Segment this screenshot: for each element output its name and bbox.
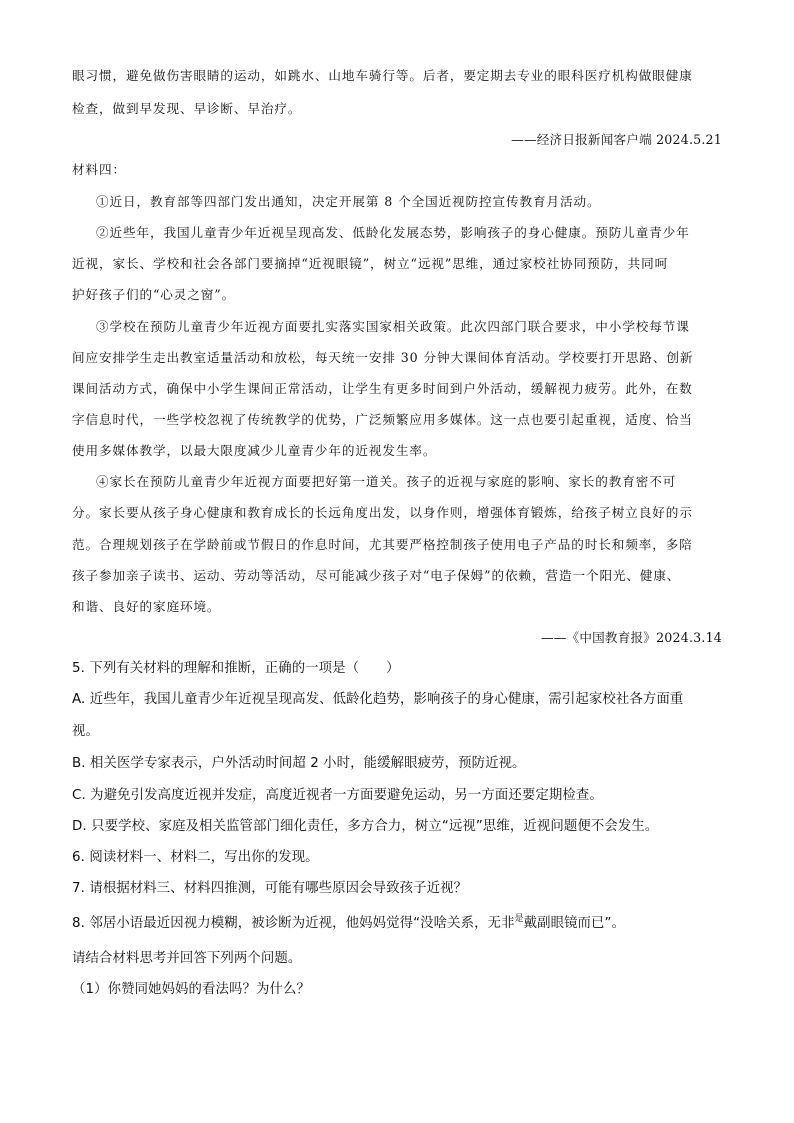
question-7: 7. 请根据材料三、材料四推测，可能有哪些原因会导致孩子近视？ bbox=[72, 881, 468, 896]
source-citation: ——经济日报新闻客户端 2024.5.21 bbox=[511, 132, 722, 147]
paragraph-line: ②近些年，我国儿童青少年近视呈现高发、低龄化发展态势，影响孩子的身心健康。预防儿童青少年 bbox=[96, 225, 690, 240]
question-6: 6. 阅读材料一、材料二，写出你的发现。 bbox=[72, 850, 319, 865]
paragraph-line: 检查，做到早发现、早诊断、早治疗。 bbox=[72, 101, 302, 116]
paragraph-line: 护好孩子们的“心灵之窗”。 bbox=[72, 287, 236, 302]
question-5: 5. 下列有关材料的理解和推断，正确的一项是（ ） bbox=[72, 661, 400, 676]
paragraph-line: 分。家长要从孩子身心健康和教育成长的长远角度出发，以身作则，增强体育锻炼，给孩子树立良好的示 bbox=[72, 505, 693, 520]
paragraph-line: 孩子参加亲子读书、运动、劳动等活动，尽可能减少孩子对“电子保姆”的依赖，营造一个阳光、健康、 bbox=[72, 568, 681, 583]
option-a-continued: 视。 bbox=[72, 724, 99, 739]
option-a: A. 近些年，我国儿童青少年近视呈现高发、低龄化趋势，影响孩子的身心健康，需引起家校社各方面重 bbox=[72, 692, 684, 707]
paragraph-line: 范。合理规划孩子在学龄前或节假日的作息时间，尤其要严格控制孩子使用电子产品的时长和频率，多陪 bbox=[72, 537, 693, 552]
option-c: C. 为避免引发高度近视并发症，高度近视者一方面要避免运动，另一方面还要定期检查。 bbox=[72, 788, 603, 803]
paragraph-line: 字信息时代，一些学校忽视了传统教学的优势，广泛频繁应用多媒体。这一点也要引起重视，适度、恰当 bbox=[72, 412, 693, 427]
question-8-text-end: 戴副眼镜而已”。 bbox=[523, 916, 626, 931]
paragraph-line: 和谐、良好的家庭环境。 bbox=[72, 599, 221, 614]
paragraph-line: 间应安排学生走出教室适量活动和放松，每天统一安排 30 分钟大课间体育活动。学校要打开思路、创新 bbox=[72, 350, 694, 365]
question-8 bbox=[72, 914, 625, 935]
paragraph-line: ③学校在预防儿童青少年近视方面要扎实落实国家相关政策。此次四部门联合要求，中小学校每节课 bbox=[96, 319, 690, 334]
option-d: D. 只要学校、家庭及相关监管部门细化责任，多方合力，树立“远视”思维，近视问题便不会发生。 bbox=[72, 819, 659, 834]
paragraph-line: ①近日，教育部等四部门发出通知，决定开展第 8 个全国近视防控宣传教育月活动。 bbox=[96, 194, 601, 209]
option-b: B. 相关医学专家表示，户外活动时间超 2 小时，能缓解眼疲劳，预防近视。 bbox=[72, 756, 526, 771]
question-8-text: 8. 邻居小语最近因视力模糊，被诊断为近视，他妈妈觉得“没啥关系，无非 bbox=[72, 916, 515, 931]
paragraph-line: 眼习惯，避免做伤害眼睛的运动，如跳水、山地车骑行等。后者，要定期去专业的眼科医疗机构做眼健康 bbox=[72, 68, 693, 83]
superscript-char: 是 bbox=[514, 914, 524, 924]
paragraph-line: ④家长在预防儿童青少年近视方面要把好第一道关。孩子的近视与家庭的影响、家长的教育密不可 bbox=[96, 474, 677, 489]
paragraph-line: 近视，家长、学校和社会各部门要摘掉“近视眼镜”，树立“远视”思维，通过家校社协同预防，共同呵 bbox=[72, 256, 669, 271]
question-8-part-1: （1）你赞同她妈妈的看法吗？为什么？ bbox=[72, 982, 310, 997]
source-citation: ——《中国教育报》2024.3.14 bbox=[540, 630, 722, 645]
material-heading: 材料四： bbox=[72, 162, 126, 177]
paragraph-line: 使用多媒体教学，以最大限度减少儿童青少年的近视发生率。 bbox=[72, 443, 437, 458]
question-8-intro: 请结合材料思考并回答下列两个问题。 bbox=[72, 951, 302, 966]
paragraph-line: 课间活动方式，确保中小学生课间正常活动，让学生有更多时间到户外活动，缓解视力疲劳。此外，在数 bbox=[72, 381, 693, 396]
